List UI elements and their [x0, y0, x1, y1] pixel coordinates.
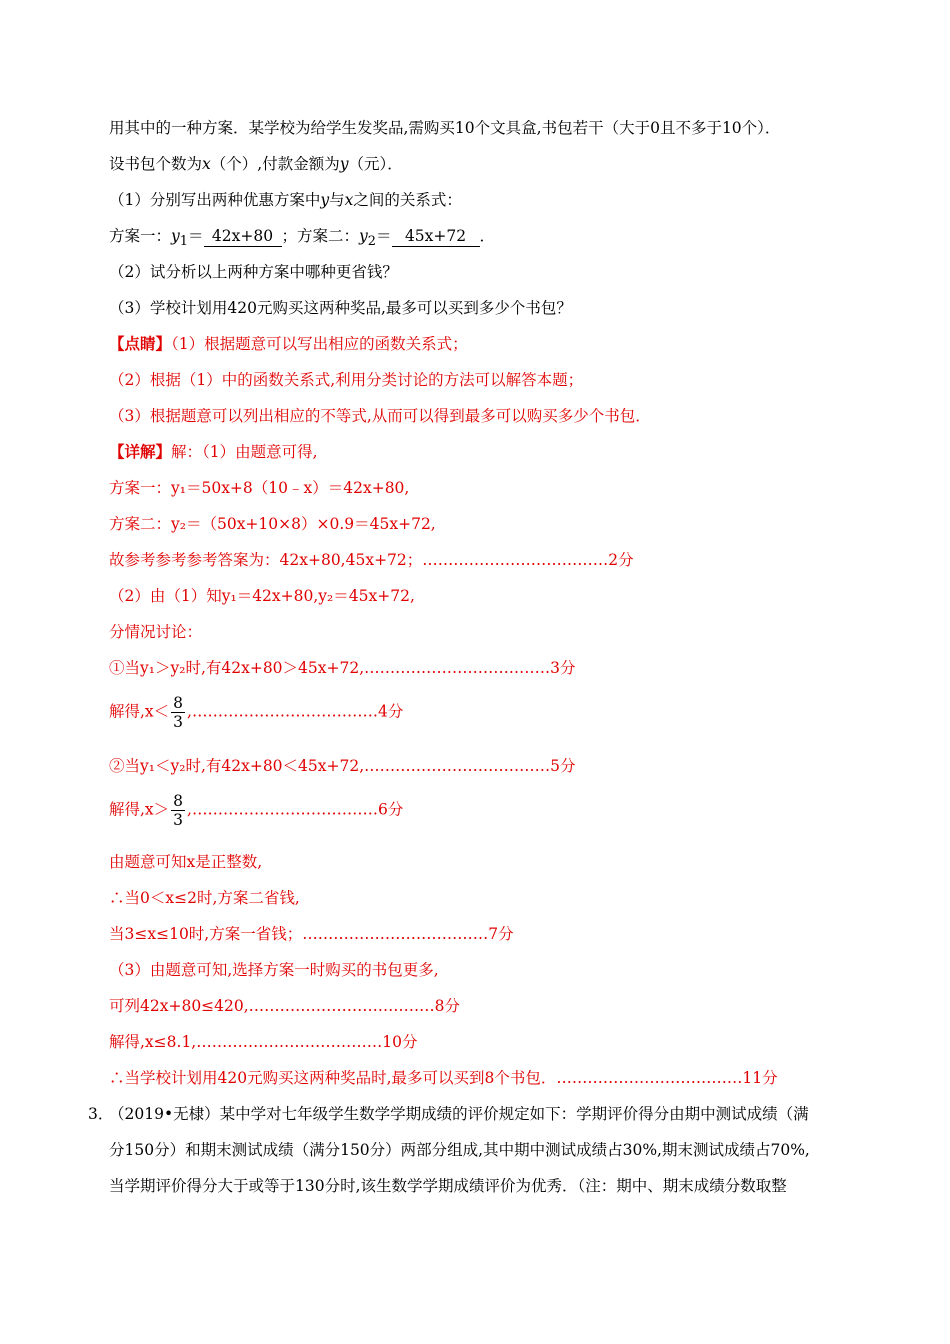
problem-text-line: 分150分）和期末测试成绩（满分150分）两部分组成,其中期中测试成绩占30%,期末测试成绩占70%,: [109, 1141, 810, 1159]
solution-line: 解得,x＜ $\frac{8}{3}$ ,………………………………4分: [109, 694, 404, 731]
answer-blank-1: 42x+80: [204, 226, 282, 247]
problem-text-line: （2019•无棣）某中学对七年级学生数学学期成绩的评价规定如下：学期评价得分由期中测试成绩（满: [109, 1105, 809, 1123]
solution-line: 解得,x＞ $\frac{8}{3}$ ,………………………………6分: [109, 792, 404, 829]
tips-tag: 【点睛】: [109, 334, 172, 353]
solution-line: 解得,x≤8.1,………………………………10分: [109, 1033, 418, 1051]
solution-line: ①当y₁＞y₂时,有42x+80＞45x+72,………………………………3分: [109, 659, 576, 677]
solution-line: 方案二：y₂＝（50x+10×8）×0.9＝45x+72,: [109, 515, 436, 533]
solution-tag: 【详解】: [109, 442, 172, 461]
fraction: $\frac{8}{3}$: [173, 694, 184, 731]
tips-line-1: 【点睛】（1）根据题意可以写出相应的函数关系式；: [109, 334, 468, 353]
solution-line: 由题意可知x是正整数,: [109, 853, 263, 871]
question-3: （3）学校计划用420元购买这两种奖品,最多可以买到多少个书包？: [109, 299, 572, 317]
solution-line: 可列42x+80≤420,………………………………8分: [109, 997, 461, 1015]
tips-line-2: （2）根据（1）中的函数关系式,利用分类讨论的方法可以解答本题；: [109, 371, 584, 389]
solution-line: 当3≤x≤10时,方案一省钱；………………………………7分: [109, 925, 514, 943]
problem-text-line: 当学期评价得分大于或等于130分时,该生数学学期成绩评价为优秀．（注：期中、期末成绩分数取整: [109, 1177, 787, 1195]
question-1: （1）分别写出两种优惠方案中y与x之间的关系式：: [109, 191, 462, 209]
fraction: $\frac{8}{3}$: [173, 792, 184, 829]
solution-line: 故参考参考参考答案为：42x+80,45x+72；………………………………2分: [109, 551, 634, 569]
question-1-answer-blanks: 方案一：$y_1= 42x+80$ ；方案二：$y_2= 45x+72$ ．: [109, 227, 496, 250]
tips-line-3: （3）根据题意可以列出相应的不等式,从而可以得到最多可以购买多少个书包．: [109, 407, 651, 425]
question-2: （2）试分析以上两种方案中哪种更省钱？: [109, 263, 398, 281]
solution-line: 方案一：y₁＝50x+8（10﹣x）＝42x+80,: [109, 479, 410, 497]
problem-text-line: 设书包个数为x（个）,付款金额为y（元）．: [109, 155, 403, 173]
solution-line: ∴当0＜x≤2时,方案二省钱,: [109, 889, 300, 907]
solution-line: （2）由（1）知y₁＝42x+80,y₂＝45x+72,: [109, 587, 415, 605]
answer-blank-2: 45x+72: [392, 226, 480, 247]
solution-line: 分情况讨论：: [109, 623, 203, 641]
solution-line: ∴当学校计划用420元购买这两种奖品时,最多可以买到8个书包．………………………………11分: [109, 1069, 778, 1087]
problem-text-line: 用其中的一种方案．某学校为给学生发奖品,需购买10个文具盒,书包若干（大于0且不多于10个）．: [109, 119, 781, 137]
problem-number: 3．: [88, 1105, 114, 1123]
solution-line: （3）由题意可知,选择方案一时购买的书包更多,: [109, 961, 439, 979]
solution-line: ②当y₁＜y₂时,有42x+80＜45x+72,………………………………5分: [109, 757, 576, 775]
solution-line: 【详解】解：（1）由题意可得,: [109, 442, 318, 461]
